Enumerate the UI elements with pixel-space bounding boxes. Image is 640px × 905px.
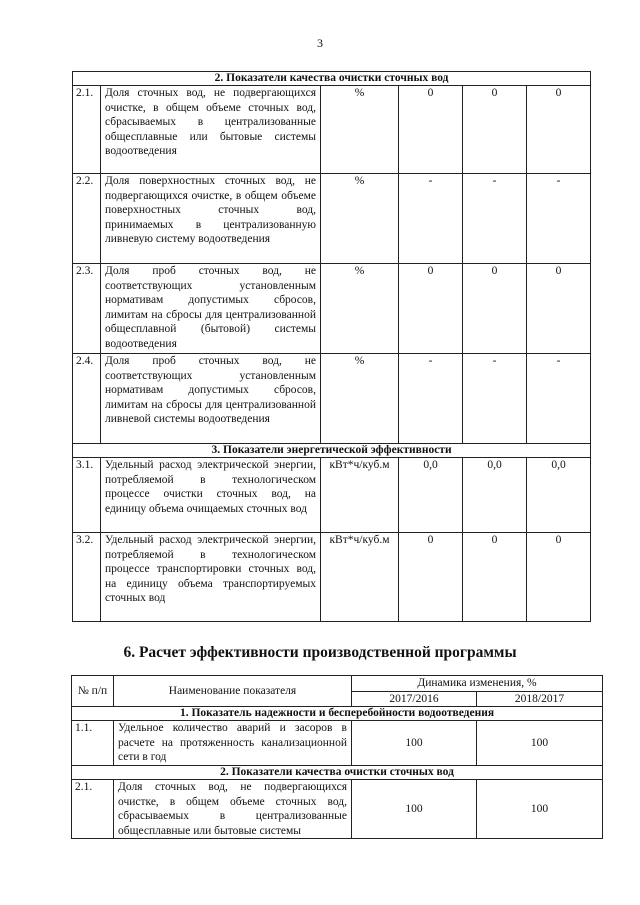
row-unit: % (321, 174, 399, 264)
row-description: Удельное количество аварий и засоров в расчете на протяженность канализационной сети в год (114, 721, 352, 766)
table-row (73, 354, 591, 444)
row-value-1: - (399, 174, 463, 264)
table-row (73, 174, 591, 264)
row-number: 3.2. (73, 533, 101, 622)
row-description: Доля поверхностных сточных вод, не подвергающихся очистке, в общем объеме поверхностных сточных вод, принимаемых в централизованную ливневую систему водоотведения (101, 174, 321, 264)
col-year1-header: 2017/2016 (352, 691, 477, 707)
col-dynamics-header: Динамика изменения, % (352, 676, 603, 692)
row-number: 2.1. (72, 779, 114, 838)
row-description: Удельный расход электрической энергии, потребляемой в технологическом процессе транспортировки сточных вод, на единицу объема транспортируемых сточных вод (101, 533, 321, 622)
col-num-header: № п/п (72, 676, 114, 707)
row-value-1: 0,0 (399, 458, 463, 533)
section6-heading: 6. Расчет эффективности производственной программы (123, 644, 517, 661)
row-value-1: 100 (352, 721, 477, 766)
row-unit: кВт*ч/куб.м (321, 458, 399, 533)
row-unit: кВт*ч/куб.м (321, 533, 399, 622)
row-unit: % (321, 354, 399, 444)
table-row (72, 721, 603, 766)
row-value-2: - (463, 174, 527, 264)
row-value-3: - (527, 174, 591, 264)
section-header-row (72, 765, 603, 779)
row-value-1: 0 (399, 533, 463, 622)
header-row (72, 676, 603, 692)
row-value-2: 100 (477, 721, 603, 766)
col-year2-header: 2018/2017 (477, 691, 603, 707)
row-unit: % (321, 264, 399, 354)
row-value-3: - (527, 354, 591, 444)
row-unit: % (321, 86, 399, 174)
row-value-3: 0 (527, 86, 591, 174)
row-description: Удельный расход электрической энергии, потребляемой в технологическом процессе очистки сточных вод, на единицу объема очищаемых сточных вод (101, 458, 321, 533)
efficiency-table (71, 675, 603, 839)
row-value-2: - (463, 354, 527, 444)
page-number: 3 (317, 36, 323, 50)
table-row (73, 86, 591, 174)
section-header-row (73, 72, 591, 86)
row-value-1: - (399, 354, 463, 444)
section3-title: 3. Показатели энергетической эффективности (73, 444, 591, 458)
table-row (73, 264, 591, 354)
indicators-table (72, 71, 591, 622)
section-header-row (72, 707, 603, 721)
subsection2-title: 2. Показатели качества очистки сточных вод (72, 765, 603, 779)
row-description: Доля проб сточных вод, не соответствующих установленным нормативам допустимых сбросов, лимитам на сбросы для централизованной общесплавной (бытовой) системы водоотведения (101, 264, 321, 354)
row-description: Доля сточных вод, не подвергающихся очистке, в общем объеме сточных вод, сбрасываемых в централизованные общесплавные или бытовые системы (114, 779, 352, 838)
table-row (73, 533, 591, 622)
row-value-2: 0,0 (463, 458, 527, 533)
subsection1-title: 1. Показатель надежности и бесперебойности водоотведения (72, 707, 603, 721)
row-value-2: 0 (463, 533, 527, 622)
table-row (73, 458, 591, 533)
row-number: 1.1. (72, 721, 114, 766)
row-value-3: 0,0 (527, 458, 591, 533)
row-description: Доля сточных вод, не подвергающихся очистке, в общем объеме сточных вод, сбрасываемых в централизованные общесплавные или бытовые системы водоотведения (101, 86, 321, 174)
row-value-1: 100 (352, 779, 477, 838)
row-value-3: 0 (527, 533, 591, 622)
row-number: 3.1. (73, 458, 101, 533)
row-value-1: 0 (399, 86, 463, 174)
row-value-2: 0 (463, 264, 527, 354)
row-number: 2.4. (73, 354, 101, 444)
col-name-header: Наименование показателя (114, 676, 352, 707)
row-value-1: 0 (399, 264, 463, 354)
table-row (72, 779, 603, 838)
row-number: 2.1. (73, 86, 101, 174)
row-description: Доля проб сточных вод, не соответствующих установленным нормативам допустимых сбросов, лимитам на сбросы для централизованной ливневой системы водоотведения (101, 354, 321, 444)
row-value-2: 0 (463, 86, 527, 174)
row-number: 2.2. (73, 174, 101, 264)
row-value-2: 100 (477, 779, 603, 838)
row-number: 2.3. (73, 264, 101, 354)
section2-title: 2. Показатели качества очистки сточных вод (73, 72, 591, 86)
section-header-row (73, 444, 591, 458)
row-value-3: 0 (527, 264, 591, 354)
